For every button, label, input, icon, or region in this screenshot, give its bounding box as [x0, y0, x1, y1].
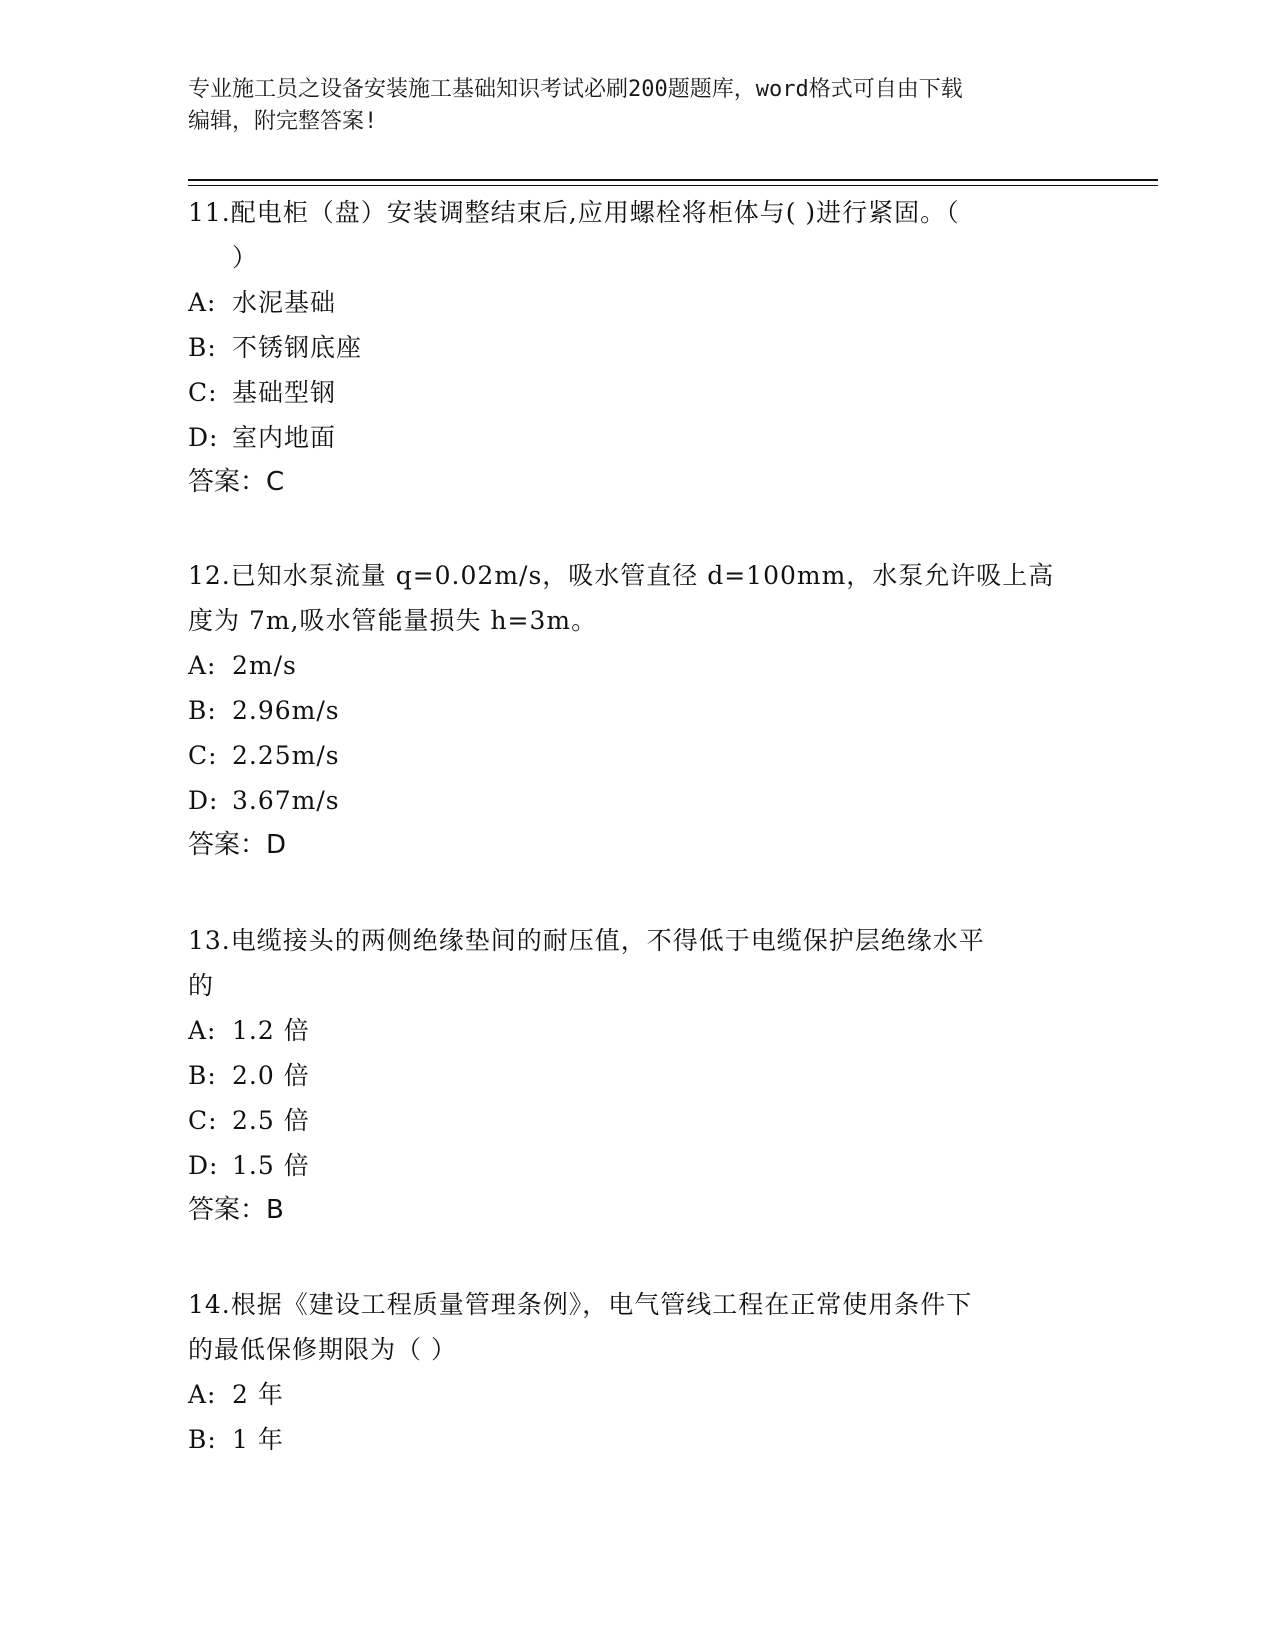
option-d [188, 415, 1078, 460]
option-text: 1.5 倍 [232, 1151, 310, 1180]
option-a [188, 643, 1078, 688]
header-line-1: 专业施工员之设备安装施工基础知识考试必刷200题题库，word格式可自由下载 [188, 77, 963, 102]
option-text: 2 年 [232, 1380, 284, 1409]
option-letter: A: [188, 288, 217, 317]
question-13 [188, 918, 1078, 1233]
option-text: 1.2 倍 [232, 1016, 310, 1045]
option-b [188, 1053, 1078, 1098]
question-stem-line-2: 的最低保修期限为（ ） [188, 1335, 457, 1364]
option-letter: D: [188, 423, 219, 452]
option-letter: D: [188, 786, 219, 815]
option-letter: B: [188, 1061, 217, 1090]
option-b [188, 688, 1078, 733]
option-text: 2.0 倍 [232, 1061, 310, 1090]
question-14 [188, 1282, 1078, 1462]
option-a [188, 1372, 1078, 1417]
option-text: 水泥基础 [232, 288, 337, 317]
option-text: 2m/s [232, 651, 297, 680]
option-letter: C: [188, 378, 218, 407]
question-stem-line-2: 的 [188, 971, 215, 1000]
option-letter: C: [188, 741, 218, 770]
option-b [188, 325, 1078, 370]
option-text: 1 年 [232, 1425, 284, 1454]
option-c [188, 733, 1078, 778]
option-text: 室内地面 [232, 423, 337, 452]
question-11 [188, 190, 1078, 505]
header-line-2: 编辑，附完整答案! [188, 109, 378, 134]
question-stem-line-1: 13.电缆接头的两侧绝缘垫间的耐压值，不得低于电缆保护层绝缘水平 [188, 926, 985, 955]
document-header [188, 74, 1068, 138]
option-a [188, 1008, 1078, 1053]
option-text: 2.96m/s [232, 696, 340, 725]
question-stem-line-2: 度为 7m,吸水管能量损失 h=3m。 [188, 606, 598, 635]
option-d [188, 1143, 1078, 1188]
option-letter: A: [188, 1380, 217, 1409]
option-d [188, 778, 1078, 823]
question-stem-line-1: 11.配电柜（盘）安装调整结束后,应用螺栓将柜体与( )进行紧固。（ [188, 198, 960, 227]
option-letter: D: [188, 1151, 219, 1180]
option-b [188, 1417, 1078, 1462]
option-c [188, 370, 1078, 415]
option-c [188, 1098, 1078, 1143]
answer-line: 答案：C [188, 467, 285, 497]
question-stem-line-1: 12.已知水泵流量 q=0.02m/s，吸水管直径 d=100mm，水泵允许吸上高 [188, 561, 1055, 590]
header-divider-thick [188, 179, 1158, 181]
answer-line: 答案：D [188, 830, 287, 860]
question-stem-line-2: ） [232, 243, 259, 272]
option-letter: B: [188, 333, 217, 362]
option-letter: C: [188, 1106, 218, 1135]
option-letter: A: [188, 651, 217, 680]
option-letter: B: [188, 1425, 217, 1454]
header-divider-thin [188, 185, 1158, 186]
answer-line: 答案：B [188, 1195, 284, 1225]
option-letter: A: [188, 1016, 217, 1045]
option-text: 不锈钢底座 [232, 333, 363, 362]
option-a [188, 280, 1078, 325]
option-letter: B: [188, 696, 217, 725]
question-stem-line-1: 14.根据《建设工程质量管理条例》，电气管线工程在正常使用条件下 [188, 1290, 973, 1319]
question-12 [188, 553, 1078, 868]
option-text: 2.25m/s [232, 741, 340, 770]
option-text: 基础型钢 [232, 378, 337, 407]
option-text: 3.67m/s [232, 786, 340, 815]
option-text: 2.5 倍 [232, 1106, 310, 1135]
